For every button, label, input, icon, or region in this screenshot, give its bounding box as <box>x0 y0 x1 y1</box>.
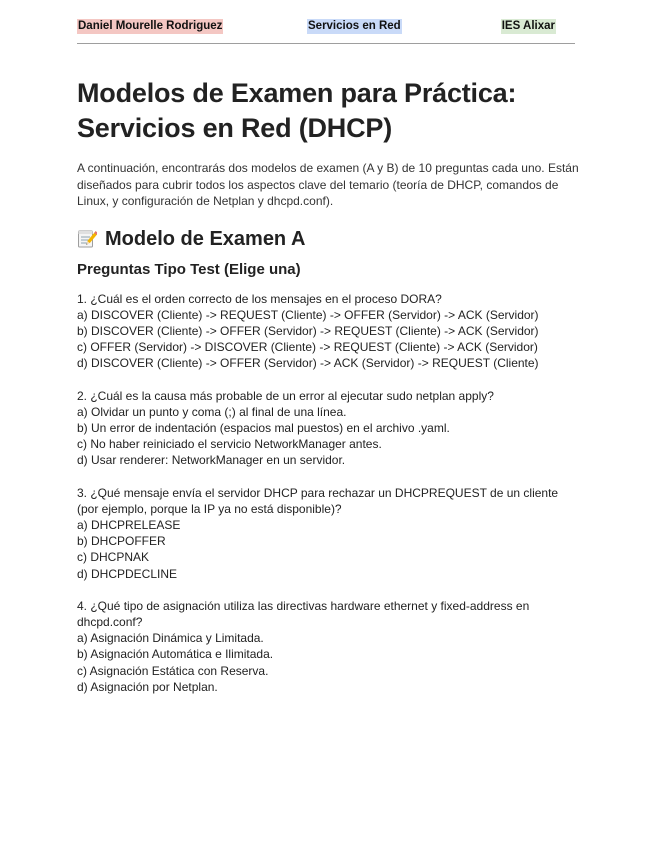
question-option: b) Asignación Automática e Ilimitada. <box>77 647 274 662</box>
question-option: c) DHCPNAK <box>77 550 150 565</box>
subsection-heading: Preguntas Tipo Test (Elige una) <box>77 260 301 278</box>
question-option: d) DISCOVER (Cliente) -> OFFER (Servidor) -> ACK (Servidor) -> REQUEST (Cliente) <box>77 356 539 371</box>
header-author: Daniel Mourelle Rodriguez <box>78 20 223 32</box>
question-3 <box>77 485 582 582</box>
question-stem: 4. ¿Qué tipo de asignación utiliza las directivas hardware ethernet y fixed-address en dhcpd.conf? <box>77 598 530 629</box>
question-stem: 3. ¿Qué mensaje envía el servidor DHCP para rechazar un DHCPREQUEST de un cliente (por ejemplo, porque la IP ya no está disponible)? <box>77 485 559 516</box>
header-school: IES Alixar <box>501 20 555 32</box>
header-subject: Servicios en Red <box>308 20 401 32</box>
question-option: b) DISCOVER (Cliente) -> OFFER (Servidor) -> REQUEST (Cliente) -> ACK (Servidor) <box>77 323 539 338</box>
question-option: a) DHCPRELEASE <box>77 517 181 532</box>
page-title <box>77 76 582 146</box>
question-option: d) DHCPDECLINE <box>77 566 178 581</box>
question-option: b) DHCPOFFER <box>77 534 166 549</box>
question-option: c) No haber reiniciado el servicio NetworkManager antes. <box>77 437 382 452</box>
question-4 <box>77 598 582 695</box>
question-option: d) Asignación por Netplan. <box>77 679 218 694</box>
intro-paragraph: A continuación, encontrarás dos modelos de examen (A y B) de 10 preguntas cada uno. Están diseñados para cubrir todos los aspectos clave del temario (teoría de DHCP, comandos de Linux, y configuración de Netplan y dhcpd.conf). <box>77 161 579 208</box>
question-option: a) Asignación Dinámica y Limitada. <box>77 631 264 646</box>
title-line-1: Modelos de Examen para Práctica: <box>77 78 517 108</box>
page-header <box>77 19 575 35</box>
question-option: a) DISCOVER (Cliente) -> REQUEST (Cliente) -> OFFER (Servidor) -> ACK (Servidor) <box>77 307 539 322</box>
question-option: b) Un error de indentación (espacios mal puestos) en el archivo .yaml. <box>77 420 450 435</box>
title-line-2: Servicios en Red (DHCP) <box>77 113 392 143</box>
question-option: a) Olvidar un punto y coma (;) al final de una línea. <box>77 404 347 419</box>
question-stem: 2. ¿Cuál es la causa más probable de un error al ejecutar sudo netplan apply? <box>77 388 494 403</box>
memo-icon <box>77 229 97 249</box>
question-1 <box>77 291 582 372</box>
header-divider <box>77 43 575 44</box>
question-option: c) OFFER (Servidor) -> DISCOVER (Cliente) -> REQUEST (Cliente) -> ACK (Servidor) <box>77 340 538 355</box>
question-option: c) Asignación Estática con Reserva. <box>77 663 269 678</box>
section-title-text: Modelo de Examen A <box>105 227 306 250</box>
question-stem: 1. ¿Cuál es el orden correcto de los mensajes en el proceso DORA? <box>77 291 442 306</box>
section-heading-exam-a <box>77 226 582 252</box>
question-2 <box>77 388 582 469</box>
document-body <box>77 76 582 695</box>
question-option: d) Usar renderer: NetworkManager en un servidor. <box>77 453 346 468</box>
